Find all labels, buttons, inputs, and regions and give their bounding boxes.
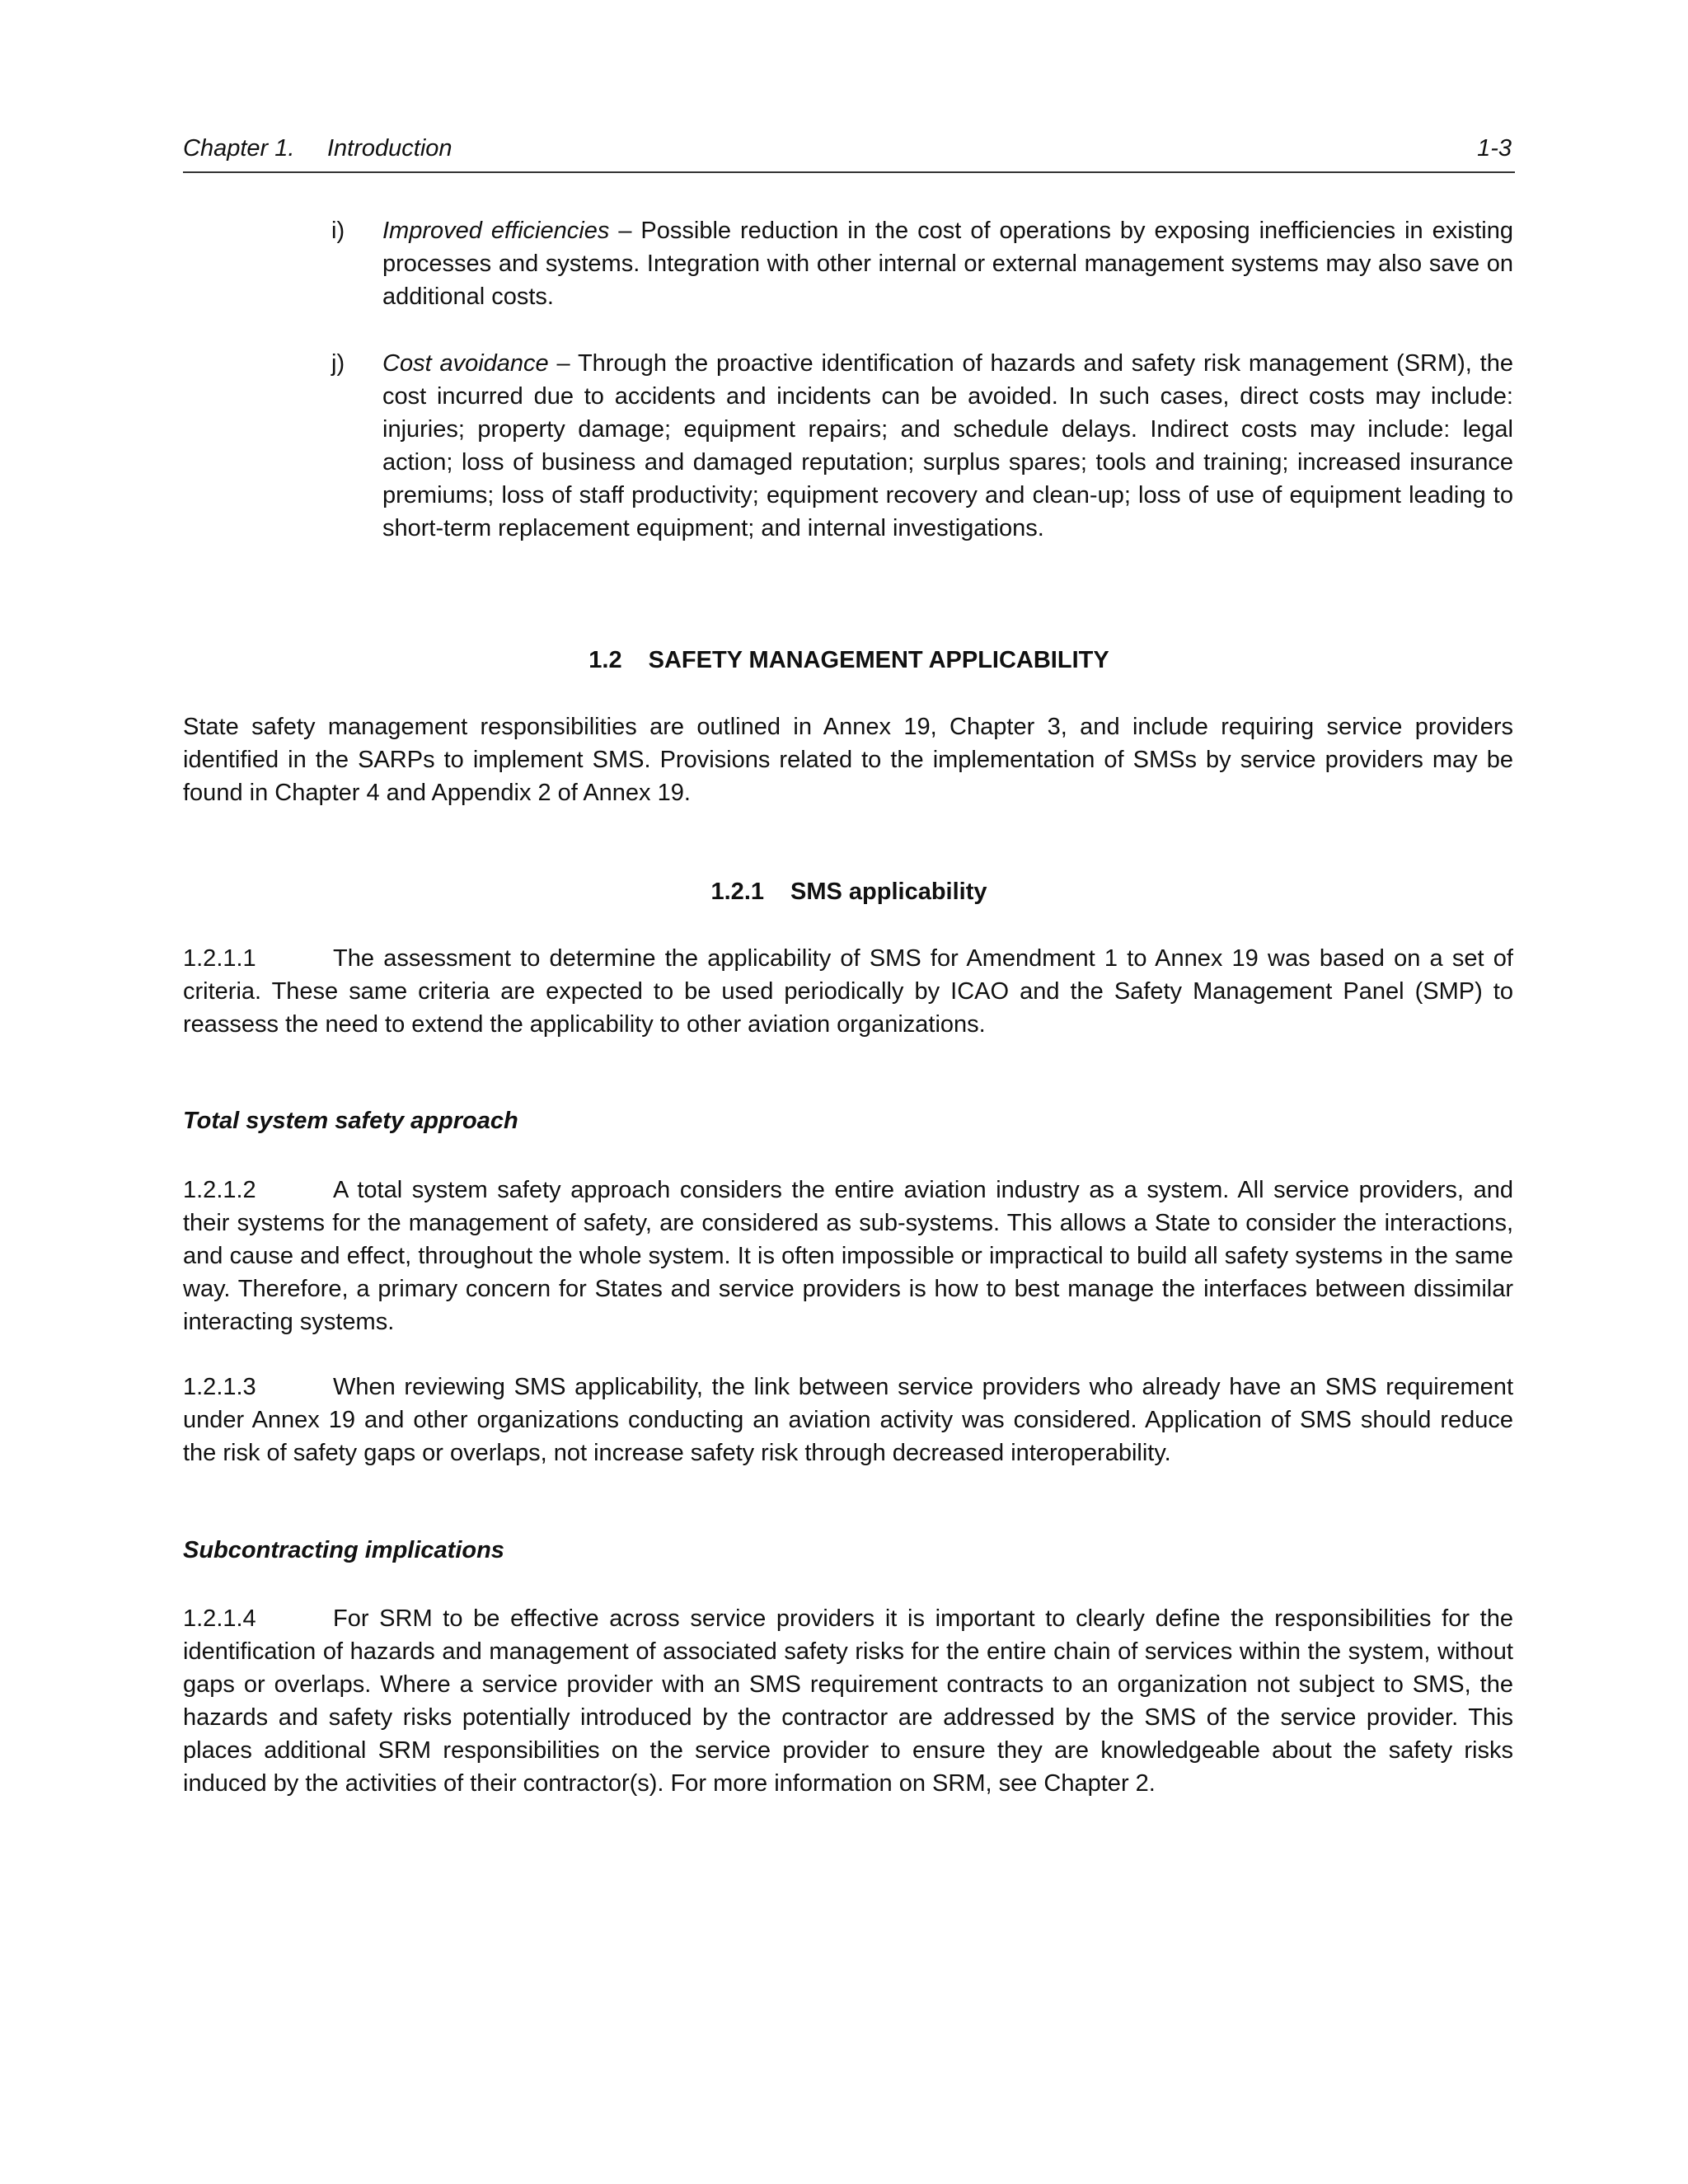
paragraph-text: A total system safety approach considers the entire aviation industry as a system. All service providers, and their systems for the management of safety, are considered as sub-systems. This allows a State to consider the interactions, and cause and effect, throughout the whole system. It is often impossible or impractical to build all safety systems in the same way. Therefore, a primary concern for States and service providers is how to best manage the interfaces between dissimilar interacting systems. xyxy=(183,1177,1513,1335)
list-item-text: – Through the proactive identification of hazards and safety risk management (SRM), the cost incurred due to accidents and incidents can be avoided. In such cases, direct costs may include: injuries; property damage; equipment repairs; and schedule delays. Indirect costs may include: legal action; loss of business and damaged reputation; surplus spares; tools and training; increased insurance premiums; loss of staff productivity; equipment recovery and clean-up; loss of use of equipment leading to short-term replacement equipment; and internal investigations. xyxy=(382,350,1514,541)
list-item-marker: j) xyxy=(331,350,345,377)
paragraph-text: When reviewing SMS applicability, the link between service providers who already have an SMS requirement under Annex 19 and other organizations conducting an aviation activity was considered. Application of SMS should reduce the risk of safety gaps or overlaps, not increase safety risk through decreased interoperability. xyxy=(183,1374,1513,1466)
list-item-marker: i) xyxy=(331,218,345,244)
list-item-term: Improved efficiencies xyxy=(382,218,610,244)
paragraph-1-2-1-3 xyxy=(183,1371,1513,1469)
header-chapter-number: Chapter 1. xyxy=(183,135,295,162)
list-item-body xyxy=(382,214,1513,313)
list-item-body xyxy=(382,347,1513,545)
section-number: 1.2 xyxy=(588,647,622,673)
subheading-subcontracting-implications: Subcontracting implications xyxy=(183,1537,504,1563)
header-chapter-title: Introduction xyxy=(327,135,452,162)
section-heading-1-2 xyxy=(183,644,1515,677)
section-heading-1-2-1 xyxy=(183,875,1515,908)
paragraph-number: 1.2.1.3 xyxy=(183,1374,256,1400)
paragraph-text: For SRM to be effective across service providers it is important to clearly define the responsibilities for the identification of hazards and management of associated safety risks for the entire chain of services within the system, without gaps or overlaps. Where a service provider with an SMS requirement contracts to an organization not subject to SMS, the hazards and safety risks potentially introduced by the contractor are addressed by the SMS of the service provider. This places additional SRM responsibilities on the service provider to ensure they are knowledgeable about the safety risks induced by the activities of their contractor(s). For more information on SRM, see Chapter 2. xyxy=(183,1605,1513,1797)
page-header xyxy=(183,132,1515,173)
paragraph-number: 1.2.1.4 xyxy=(183,1605,256,1632)
paragraph-1-2-1-2 xyxy=(183,1174,1513,1338)
paragraph-number: 1.2.1.1 xyxy=(183,945,256,972)
paragraph-number: 1.2.1.2 xyxy=(183,1177,256,1203)
section-intro-paragraph: State safety management responsibilities are outlined in Annex 19, Chapter 3, and include requiring service providers identified in the SARPs to implement SMS. Provisions related to the implementation of SMSs by service providers may be found in Chapter 4 and Appendix 2 of Annex 19. xyxy=(183,714,1513,806)
list-item-term: Cost avoidance xyxy=(382,350,549,377)
header-chapter xyxy=(183,135,452,162)
paragraph-1-2-1-1 xyxy=(183,942,1513,1041)
section-title: SMS applicability xyxy=(790,879,987,905)
paragraph-text: The assessment to determine the applicability of SMS for Amendment 1 to Annex 19 was based on a set of criteria. These same criteria are expected to be used periodically by ICAO and the Safety Management Panel (SMP) to reassess the need to extend the applicability to other aviation organizations. xyxy=(183,945,1513,1038)
subheading-total-system-safety: Total system safety approach xyxy=(183,1108,518,1134)
paragraph-1-2-1-4 xyxy=(183,1602,1513,1800)
section-title: SAFETY MANAGEMENT APPLICABILITY xyxy=(648,647,1109,673)
header-page-number: 1-3 xyxy=(1477,135,1512,162)
section-number: 1.2.1 xyxy=(710,879,764,905)
list-item-text: – Possible reduction in the cost of operations by exposing inefficiencies in existing processes and systems. Integration with other internal or external management systems may also save on additional costs. xyxy=(382,218,1513,310)
